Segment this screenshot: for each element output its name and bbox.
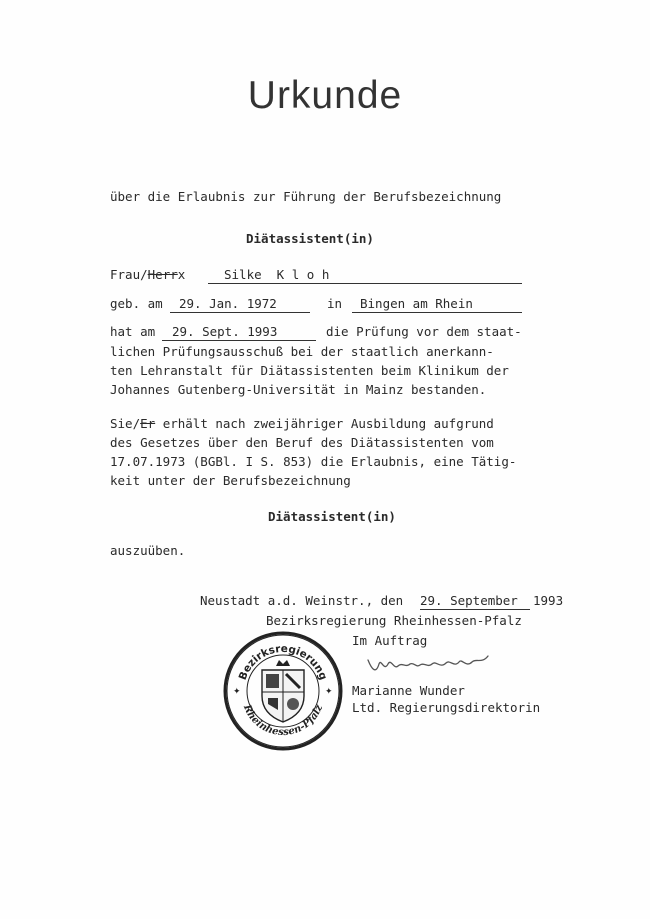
birth-place-field: [352, 296, 522, 313]
on-behalf: Im Auftrag: [352, 633, 428, 648]
exam-date-value: 29. Sept. 1993: [172, 324, 278, 339]
official-seal-icon: [222, 630, 344, 752]
salutation-suffix: x: [177, 267, 186, 282]
signer-name: Marianne Wunder: [352, 683, 465, 698]
salutation: [110, 267, 185, 283]
authority-name: Bezirksregierung Rheinhessen-Pfalz: [266, 613, 522, 628]
exam-text-3: ten Lehranstalt für Diätassistenten beim Klinikum der: [110, 363, 509, 378]
permit-text-2: des Gesetzes über den Beruf des Diätassistenten vom: [110, 435, 494, 450]
place-date-year: 1993: [533, 593, 564, 608]
subtitle: über die Erlaubnis zur Führung der Berufsbezeichnung: [110, 189, 502, 204]
exam-text-2: lichen Prüfungsausschuß bei der staatlich anerkann-: [110, 344, 494, 359]
place-date-prefix: Neustadt a.d. Weinstr., den: [200, 593, 404, 608]
permit-text-1-rest: erhält nach zweijähriger Ausbildung aufgrund: [155, 416, 494, 431]
birth-place-value: Bingen am Rhein: [360, 296, 473, 311]
permit-text-4: keit unter der Berufsbezeichnung: [110, 473, 351, 488]
birth-place-label: in: [327, 296, 343, 311]
birth-date-value: 29. Jan. 1972: [179, 296, 277, 311]
exam-label: hat am: [110, 324, 156, 339]
closing-text: auszuüben.: [110, 543, 186, 558]
profession-heading-2: Diätassistent(in): [268, 509, 396, 524]
permit-prefix: Sie/: [110, 416, 141, 431]
signer-title: Ltd. Regierungsdirektorin: [352, 700, 541, 715]
exam-date-field: [162, 324, 316, 341]
salutation-prefix: Frau/: [110, 267, 148, 282]
seal-bottom-text: Rheinhessen-Pfalz: [240, 703, 325, 739]
permit-text-3: 17.07.1973 (BGBl. I S. 853) die Erlaubnis, eine Tätig-: [110, 454, 517, 469]
permit-struck: Er: [140, 416, 156, 431]
place-date-value: 29. September: [420, 593, 518, 608]
permit-text-1: [110, 416, 494, 432]
birth-date-field: [170, 296, 310, 313]
seal-top-text: Bezirksregierung: [236, 642, 330, 682]
salutation-struck: Herr: [147, 267, 178, 282]
birth-label: geb. am: [110, 296, 163, 311]
exam-text-4: Johannes Gutenberg-Universität in Mainz bestanden.: [110, 382, 487, 397]
svg-text:✦: ✦: [233, 687, 241, 697]
signature-icon: [362, 650, 492, 680]
place-date-field: [420, 593, 530, 610]
profession-heading: Diätassistent(in): [246, 231, 374, 246]
name-field: [208, 267, 522, 284]
document-title: Urkunde: [247, 74, 403, 117]
exam-text-1: die Prüfung vor dem staat-: [326, 324, 522, 339]
name-value: Silke K l o h: [224, 267, 330, 282]
svg-text:✦: ✦: [325, 687, 333, 697]
